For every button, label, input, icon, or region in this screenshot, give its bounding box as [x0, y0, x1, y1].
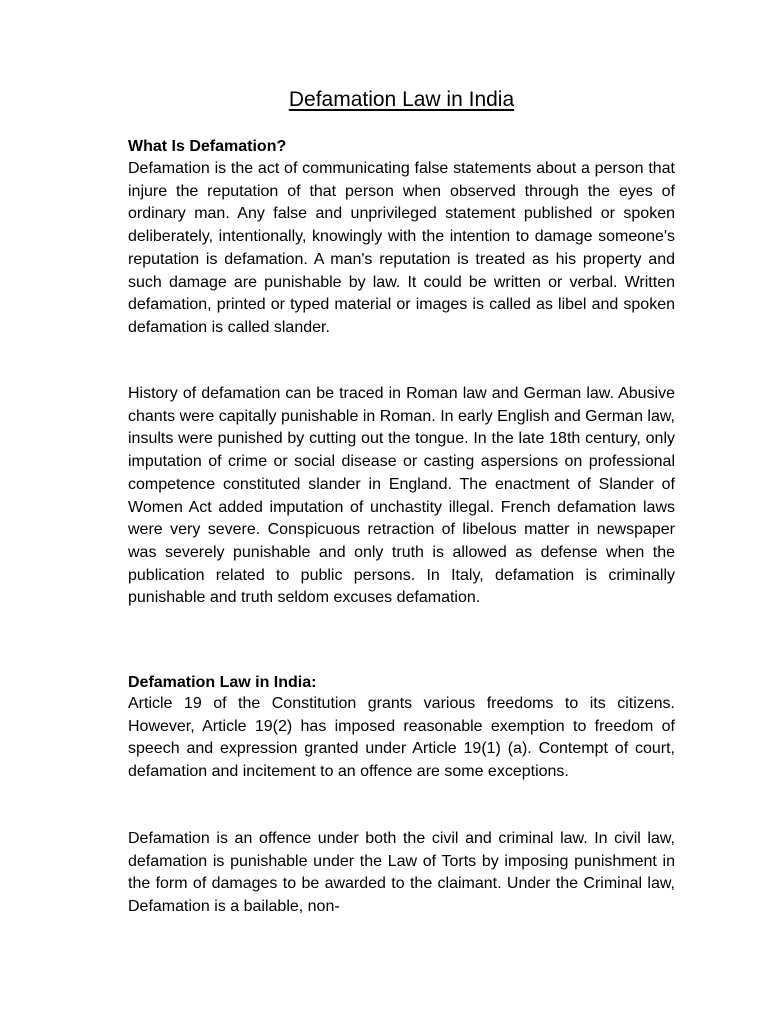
paragraph-civil-criminal: Defamation is an offence under both the civil and criminal law. In civil law, defamation is punishable under the Law of Torts by imposing punishment in the form of damages to be awarded to the claimant. Under the Criminal law, Defamation is a bailable, non-	[128, 830, 675, 916]
paragraph-article-19: Article 19 of the Constitution grants various freedoms to its citizens. However, Article 19(2) has imposed reasonable exemption to freedom of speech and expression granted under Article 19(1) (a). Contempt of court, defamation and incitement to an offence are some exceptions.	[128, 695, 675, 781]
document-title: Defamation Law in India	[288, 88, 515, 111]
paragraph-definition: Defamation is the act of communicating false statements about a person that injure the reputation of that person when observed through the eyes of ordinary man. Any false and unprivileged statement published or spoken deliberately, intentionally, knowingly with the intention to damage someone's reputation is defamation. A man's reputation is treated as his property and such damage are punishable by law. It could be written or verbal. Written defamation, printed or typed material or images is called as libel and spoken defamation is called slander.	[128, 160, 675, 336]
section-heading-what-is-defamation: What Is Defamation?	[128, 138, 287, 155]
paragraph-history: History of defamation can be traced in Roman law and German law. Abusive chants were capitally punishable in Roman. In early English and German law, insults were punished by cutting out the tongue. In the late 18th century, only imputation of crime or social disease or casting aspersions on professional competence constituted slander in England. The enactment of Slander of Women Act added imputation of unchastity illegal. French defamation laws were very severe. Conspicuous retraction of libelous matter in newspaper was severely punishable and only truth is allowed as defense when the publication related to public persons. In Italy, defamation is criminally punishable and truth seldom excuses defamation.	[128, 385, 675, 607]
section-heading-defamation-law-india: Defamation Law in India:	[128, 674, 317, 691]
